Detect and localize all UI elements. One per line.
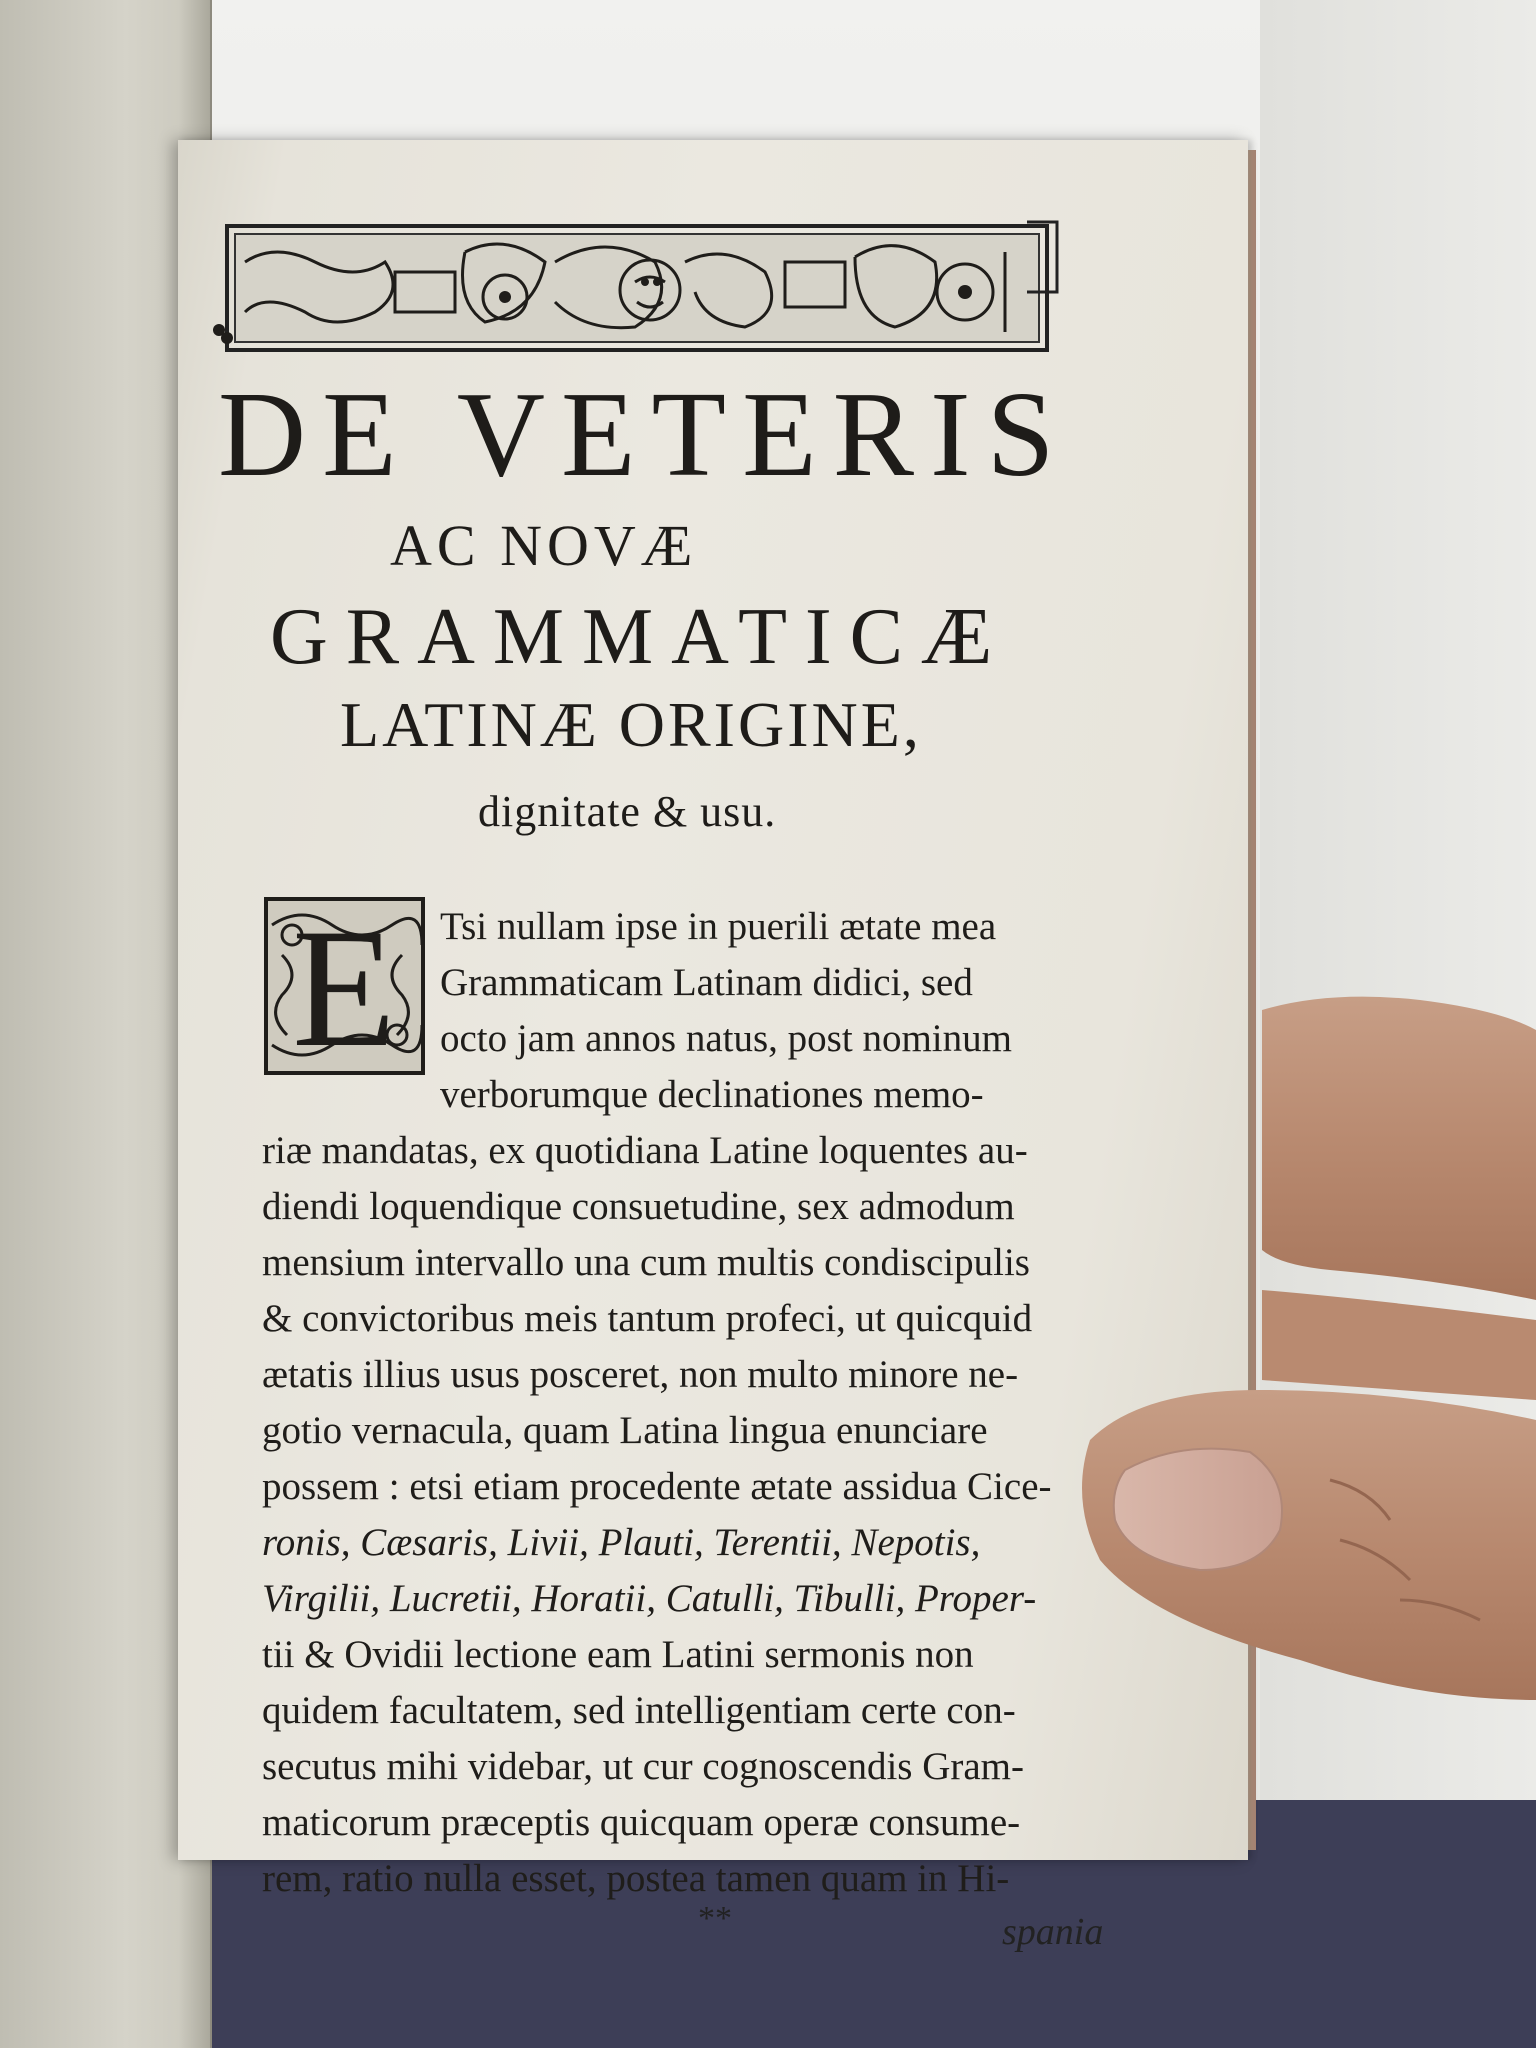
text-line: Tsi nullam ipse in puerili ætate mea [440, 905, 997, 948]
text-line: quidem facultatem, sed intelligentiam certe con- [262, 1689, 1016, 1732]
title-line-4: LATINÆ ORIGINE, [340, 689, 922, 760]
text-line: verborumque declinationes memo- [440, 1073, 984, 1116]
title-line-5: dignitate & usu. [478, 787, 777, 836]
text-line: ronis, Cæsaris, Livii, Plauti, Terentii, Nepotis, [262, 1521, 981, 1564]
title-line-1: DE VETERIS [218, 367, 1071, 502]
title-line-3: GRAMMATICÆ [270, 593, 1011, 681]
ornamental-headpiece [205, 202, 1093, 370]
text-line: gotio vernacula, quam Latina lingua enunciare [262, 1409, 988, 1452]
text-line: ætatis illius usus posceret, non multo minore ne- [262, 1353, 1019, 1396]
initial-letter: E [292, 895, 396, 1077]
text-line: Grammaticam Latinam didici, sed [440, 961, 973, 1004]
text-line: maticorum præceptis quicquam operæ consume- [262, 1801, 1021, 1844]
text-line: & convictoribus meis tantum profeci, ut quicquid [262, 1297, 1033, 1340]
background-right [1260, 0, 1536, 2048]
catchword: spania [1002, 1911, 1104, 1953]
signature-mark: ** [698, 1900, 732, 1937]
title-line-2: AC NOVÆ [390, 513, 698, 578]
text-line: diendi loquendique consuetudine, sex admodum [262, 1185, 1015, 1228]
text-line: possem : etsi etiam procedente ætate assidua Cice- [262, 1465, 1052, 1508]
text-line: octo jam annos natus, post nominum [440, 1017, 1012, 1060]
text-line: mensium intervallo una cum multis condiscipulis [262, 1241, 1030, 1284]
text-line: riæ mandatas, ex quotidiana Latine loquentes au- [262, 1129, 1028, 1172]
text-line: secutus mihi videbar, ut cur cognoscendis Gram- [262, 1745, 1024, 1788]
text-line: tii & Ovidii lectione eam Latini sermonis non [262, 1633, 974, 1676]
decorated-initial [262, 895, 427, 1077]
text-line: Virgilii, Lucretii, Horatii, Catulli, Tibulli, Proper- [262, 1577, 1037, 1620]
text-line: rem, ratio nulla esset, postea tamen quam in Hi- [262, 1857, 1010, 1900]
